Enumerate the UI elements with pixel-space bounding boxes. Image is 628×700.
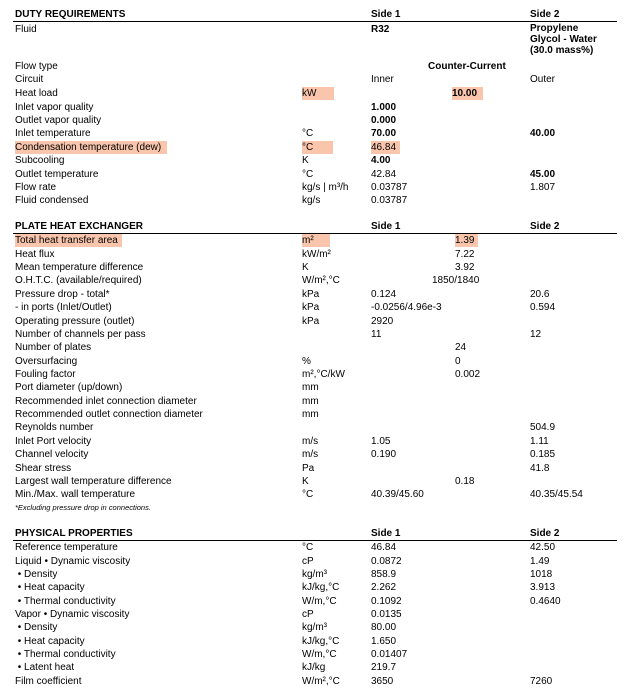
phe-side2-header: Side 2 xyxy=(530,221,560,232)
fluid-side2: Propylene Glycol - Water (30.0 mass%) xyxy=(530,23,597,56)
table-row: • Density kg/m³ 858.9 1018 xyxy=(15,569,553,580)
table-row: Flow type Counter-Current xyxy=(15,61,506,72)
table-row: • Latent heat kJ/kg 219.7 xyxy=(15,662,397,673)
table-row: Number of channels per pass 11 12 xyxy=(15,329,542,340)
table-row: Flow rate kg/s | m³/h 0.03787 1.807 xyxy=(15,182,556,193)
table-row: Oversurfacing % 0 xyxy=(15,356,461,367)
table-row: Reynolds number 504.9 xyxy=(15,422,556,433)
table-row: Port diameter (up/down) mm xyxy=(15,382,319,393)
table-row: Fluid R32 xyxy=(15,24,390,35)
footnote: *Excluding pressure drop in connections. xyxy=(15,503,151,512)
duty-title: DUTY REQUIREMENTS xyxy=(15,9,126,20)
table-row: Outlet vapor quality 0.000 xyxy=(15,115,397,126)
table-row: Shear stress Pa 41.8 xyxy=(15,463,550,474)
table-row: Operating pressure (outlet) kPa 2920 xyxy=(15,316,394,327)
table-row: Largest wall temperature difference K 0.18 xyxy=(15,476,475,487)
table-row: Inlet Port velocity m/s 1.05 1.11 xyxy=(15,436,549,447)
table-row: • Heat capacity kJ/kg,°C 1.650 xyxy=(15,636,397,647)
table-row: Channel velocity m/s 0.190 0.185 xyxy=(15,449,556,460)
table-row: Inlet vapor quality 1.000 xyxy=(15,102,397,113)
table-row: Min./Max. wall temperature °C 40.39/45.60 40.35/45.54 xyxy=(15,489,583,500)
table-row: • Density kg/m³ 80.00 xyxy=(15,622,397,633)
duty-side1-header: Side 1 xyxy=(371,9,401,20)
phe-header xyxy=(0,220,628,233)
table-row: O.H.T.C. (available/required) W/m²,°C 1850/1840 xyxy=(15,275,480,286)
table-row: Reference temperature °C 46.84 42.50 xyxy=(15,542,556,553)
phe-title: PLATE HEAT EXCHANGER xyxy=(15,221,143,232)
duty-side2-header: Side 2 xyxy=(530,9,560,20)
table-row: • Thermal conductivity W/m,°C 0.01407 xyxy=(15,649,408,660)
table-row: Subcooling K 4.00 xyxy=(15,155,391,166)
table-row: Total heat transfer area m² 1.39 xyxy=(0,234,628,247)
table-row: Circuit Inner Outer xyxy=(15,74,556,85)
table-row: Number of plates 24 xyxy=(15,342,467,353)
table-row: Recommended inlet connection diameter mm xyxy=(15,396,319,407)
duty-header xyxy=(0,8,628,21)
table-row: Fluid condensed kg/s 0.03787 xyxy=(15,195,408,206)
phe-side1-header: Side 1 xyxy=(371,221,401,232)
phys-side1-header: Side 1 xyxy=(371,528,401,539)
table-row: - in ports (Inlet/Outlet) kPa -0.0256/4.96e-3 0.594 xyxy=(15,302,556,313)
phys-header xyxy=(0,527,628,540)
table-row: Pressure drop - total* kPa 0.124 20.6 xyxy=(15,289,550,300)
divider xyxy=(13,21,617,22)
phys-side2-header: Side 2 xyxy=(530,528,560,539)
table-row: Liquid • Dynamic viscosity cP 0.0872 1.49 xyxy=(15,556,550,567)
table-row: Heat load kW 10.00 xyxy=(0,87,628,100)
table-row: Outlet temperature °C 42.84 45.00 xyxy=(15,169,556,180)
table-row: Film coefficient W/m²,°C 3650 7260 xyxy=(15,676,553,687)
table-row: Fouling factor m²,°C/kW 0.002 xyxy=(15,369,481,380)
table-row: Vapor • Dynamic viscosity cP 0.0135 xyxy=(15,609,402,620)
table-row: • Thermal conductivity W/m,°C 0.1092 0.4640 xyxy=(15,596,561,607)
table-row: • Heat capacity kJ/kg,°C 2.262 3.913 xyxy=(15,582,556,593)
table-row: Heat flux kW/m² 7.22 xyxy=(15,249,475,260)
phys-title: PHYSICAL PROPERTIES xyxy=(15,528,133,539)
table-row: Recommended outlet connection diameter mm xyxy=(15,409,319,420)
table-row: Mean temperature difference K 3.92 xyxy=(15,262,475,273)
table-row: Condensation temperature (dew) °C 46.84 xyxy=(0,141,628,154)
table-row: Inlet temperature °C 70.00 40.00 xyxy=(15,128,556,139)
